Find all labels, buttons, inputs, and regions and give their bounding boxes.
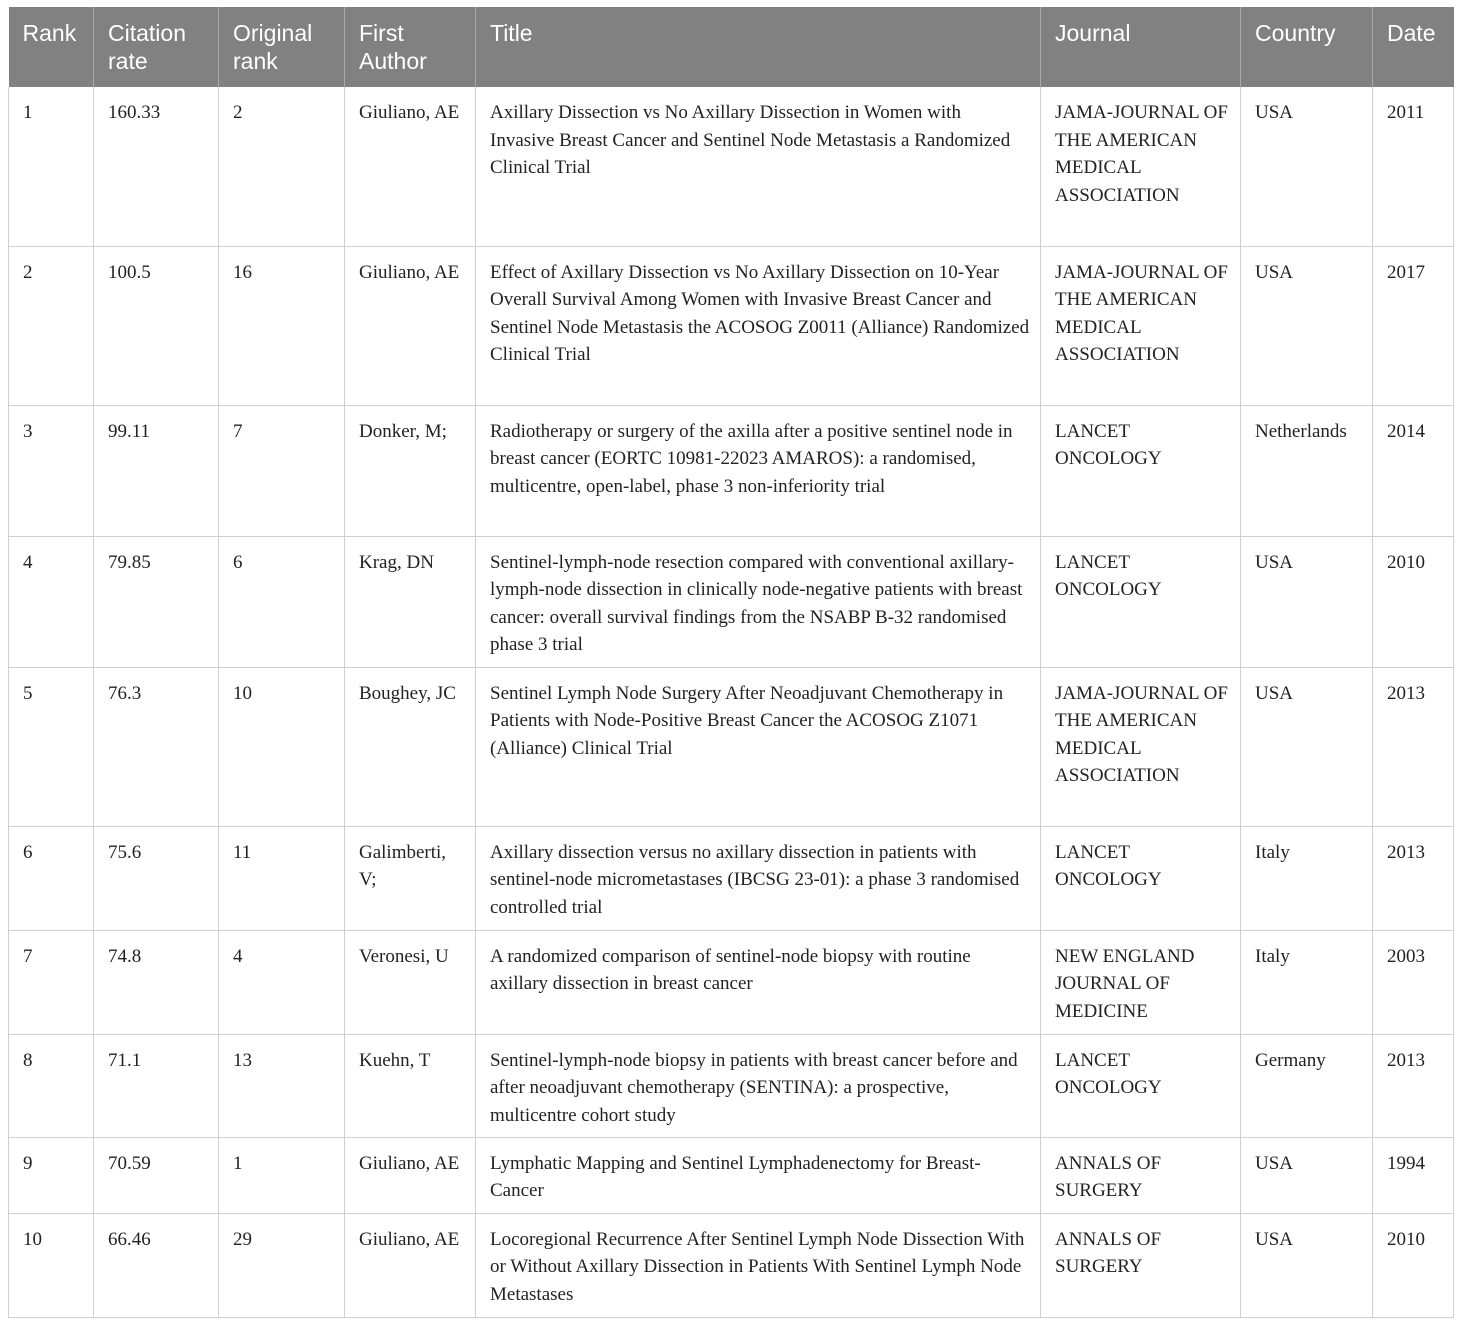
cell-original-rank: 13 [219,1034,345,1137]
cell-citation-rate: 99.11 [94,405,219,536]
cell-citation-rate: 66.46 [94,1213,219,1317]
cell-date: 2010 [1373,1213,1454,1317]
table-row [9,405,1454,536]
cell-original-rank: 4 [219,930,345,1034]
cell-date: 2017 [1373,246,1454,405]
cell-title: Effect of Axillary Dissection vs No Axillary Dissection on 10-Year Overall Survival Among Women with Invasive Breast Cancer and Sentinel Node Metastasis the ACOSOG Z0011 (Alliance) Randomized Clinical Trial [476,246,1041,405]
cell-citation-rate: 100.5 [94,246,219,405]
cell-first-author: Donker, M; [345,405,476,536]
cell-rank: 10 [9,1213,94,1317]
cell-first-author: Giuliano, AE [345,1137,476,1213]
cell-country: Netherlands [1241,405,1373,536]
cell-original-rank: 7 [219,405,345,536]
cell-first-author: Kuehn, T [345,1034,476,1137]
header-rank: Rank [9,7,94,87]
cell-title: Radiotherapy or surgery of the axilla after a positive sentinel node in breast cancer (EORTC 10981-22023 AMAROS): a randomised, multicentre, open-label, phase 3 non-inferiority trial [476,405,1041,536]
cell-journal: ANNALS OF SURGERY [1041,1213,1241,1317]
header-citation-rate: Citation rate [94,7,219,87]
header-first-author: First Author [345,7,476,87]
cell-original-rank: 11 [219,826,345,930]
cell-date: 2013 [1373,1034,1454,1137]
cell-original-rank: 29 [219,1213,345,1317]
cell-rank: 7 [9,930,94,1034]
table-row [9,1034,1454,1137]
header-title: Title [476,7,1041,87]
table-container [8,7,1453,1318]
cell-citation-rate: 71.1 [94,1034,219,1137]
cell-citation-rate: 75.6 [94,826,219,930]
cell-title: Locoregional Recurrence After Sentinel Lymph Node Dissection With or Without Axillary Dissection in Patients With Sentinel Lymph Node Metastases [476,1213,1041,1317]
cell-first-author: Krag, DN [345,536,476,667]
cell-first-author: Giuliano, AE [345,87,476,246]
header-row [9,7,1454,87]
cell-journal: NEW ENGLAND JOURNAL OF MEDICINE [1041,930,1241,1034]
cell-rank: 1 [9,87,94,246]
cell-date: 2013 [1373,667,1454,826]
cell-rank: 4 [9,536,94,667]
cell-country: USA [1241,246,1373,405]
cell-first-author: Boughey, JC [345,667,476,826]
cell-date: 2010 [1373,536,1454,667]
cell-country: USA [1241,1137,1373,1213]
cell-journal: JAMA-JOURNAL OF THE AMERICAN MEDICAL ASSOCIATION [1041,246,1241,405]
table-row [9,826,1454,930]
cell-original-rank: 6 [219,536,345,667]
cell-date: 2014 [1373,405,1454,536]
cell-date: 2013 [1373,826,1454,930]
cell-country: Germany [1241,1034,1373,1137]
cell-rank: 5 [9,667,94,826]
table-row [9,87,1454,246]
cell-title: Sentinel Lymph Node Surgery After Neoadjuvant Chemotherapy in Patients with Node-Positive Breast Cancer the ACOSOG Z1071 (Alliance) Clinical Trial [476,667,1041,826]
cell-country: USA [1241,667,1373,826]
table-row [9,1137,1454,1213]
cell-original-rank: 2 [219,87,345,246]
cell-original-rank: 16 [219,246,345,405]
header-date: Date [1373,7,1454,87]
cell-original-rank: 1 [219,1137,345,1213]
cell-first-author: Giuliano, AE [345,1213,476,1317]
header-journal: Journal [1041,7,1241,87]
header-original-rank: Original rank [219,7,345,87]
table-row [9,536,1454,667]
cell-title: A randomized comparison of sentinel-node biopsy with routine axillary dissection in breast cancer [476,930,1041,1034]
cell-title: Axillary Dissection vs No Axillary Dissection in Women with Invasive Breast Cancer and Sentinel Node Metastasis a Randomized Clinical Trial [476,87,1041,246]
cell-journal: JAMA-JOURNAL OF THE AMERICAN MEDICAL ASSOCIATION [1041,667,1241,826]
cell-citation-rate: 74.8 [94,930,219,1034]
cell-journal: JAMA-JOURNAL OF THE AMERICAN MEDICAL ASSOCIATION [1041,87,1241,246]
cell-country: Italy [1241,826,1373,930]
cell-journal: LANCET ONCOLOGY [1041,826,1241,930]
cell-first-author: Veronesi, U [345,930,476,1034]
cell-date: 2003 [1373,930,1454,1034]
cell-title: Sentinel-lymph-node biopsy in patients with breast cancer before and after neoadjuvant chemotherapy (SENTINA): a prospective, multicentre cohort study [476,1034,1041,1137]
cell-country: Italy [1241,930,1373,1034]
cell-citation-rate: 70.59 [94,1137,219,1213]
table-row [9,1213,1454,1317]
table-row [9,930,1454,1034]
cell-title: Sentinel-lymph-node resection compared with conventional axillary-lymph-node dissection in clinically node-negative patients with breast cancer: overall survival findings from the NSABP B-32 randomised phase 3 trial [476,536,1041,667]
cell-date: 1994 [1373,1137,1454,1213]
cell-journal: LANCET ONCOLOGY [1041,1034,1241,1137]
cell-original-rank: 10 [219,667,345,826]
cell-title: Axillary dissection versus no axillary dissection in patients with sentinel-node micrometastases (IBCSG 23-01): a phase 3 randomised controlled trial [476,826,1041,930]
cell-first-author: Galimberti, V; [345,826,476,930]
cell-rank: 2 [9,246,94,405]
cell-journal: LANCET ONCOLOGY [1041,536,1241,667]
cell-rank: 8 [9,1034,94,1137]
cell-citation-rate: 79.85 [94,536,219,667]
cell-country: USA [1241,1213,1373,1317]
cell-date: 2011 [1373,87,1454,246]
header-country: Country [1241,7,1373,87]
cell-journal: ANNALS OF SURGERY [1041,1137,1241,1213]
cell-country: USA [1241,536,1373,667]
cell-citation-rate: 76.3 [94,667,219,826]
cell-country: USA [1241,87,1373,246]
cell-journal: LANCET ONCOLOGY [1041,405,1241,536]
cell-first-author: Giuliano, AE [345,246,476,405]
cell-citation-rate: 160.33 [94,87,219,246]
cell-rank: 3 [9,405,94,536]
cell-rank: 9 [9,1137,94,1213]
cell-title: Lymphatic Mapping and Sentinel Lymphadenectomy for Breast-Cancer [476,1137,1041,1213]
table-row [9,246,1454,405]
table-row [9,667,1454,826]
citation-table [8,7,1454,1318]
cell-rank: 6 [9,826,94,930]
